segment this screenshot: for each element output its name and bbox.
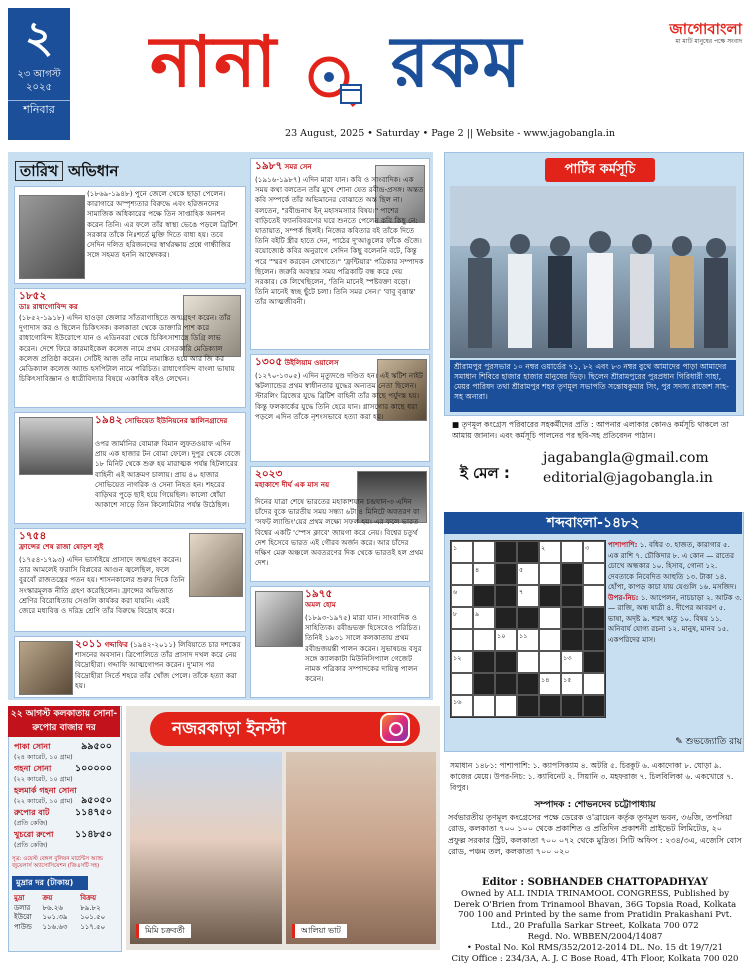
crossword-cell: ১ (451, 541, 473, 563)
square-bullet-icon: ■ (452, 420, 462, 429)
logo-tagline: মা মাটি মানুষের পক্ষে সংবাদ (675, 38, 742, 45)
crossword-cell (473, 585, 495, 607)
crossword-cell: ১০ (495, 629, 517, 651)
crossword-cell (495, 695, 517, 717)
crowd-illustration (450, 186, 736, 358)
crossword-cell (495, 651, 517, 673)
crossword-cell (583, 607, 605, 629)
crossword-cell (451, 629, 473, 651)
crossword-cell (539, 585, 561, 607)
currency-buy: ১০১.৩৯ (42, 913, 68, 921)
party-notice-text: তৃণমূল কংগ্রেস পরিবারের সহকর্মীদের প্রতি : আপনার এলাকার কোনও কর্মসূচি থাকলে তা আমায় জানান। এবং কর্মসূচি পালনের পর ছবি-সহ প্রতিবেদন পাঠান। (452, 420, 729, 440)
crossword-cell (561, 585, 583, 607)
gold-item-sub: (প্রতি কেজি) (14, 841, 48, 849)
crossword-cell (451, 673, 473, 695)
louis-photo (189, 533, 243, 597)
crossword-cell: ৬ (451, 585, 473, 607)
currency-name: ডলার (14, 903, 31, 912)
currency-col: ক্রয় (42, 894, 53, 902)
crossword-cell (473, 695, 495, 717)
crossword-cell (517, 673, 539, 695)
down-clues: ১. আপেলন, নাচচাড়া ২. আটক ৩. — রাজি, অন্ধ যাত্রী ৪. দীপের আবরণ ৫. ভাষা, অদৃষ্ট ৯. শরৎ ঋতু ১০. বিষয় ১১. অনিবার্য যোগ্য রচনা ১২. মানুষ, মানব ১৫. একপরিদের মাস। (608, 592, 742, 644)
editorial-text-bn: সর্বভারতীয় তৃণমূল কংগ্রেসের পক্ষে ডেরেক ও'ব্রায়েন কর্তৃক তৃণমূল ভবন, ৩৬জি, তপসিয়া রোড, কলকাতা ৭০০ ১০০ থেকে প্রকাশিত ও প্রতিদিন প্রকাশনী প্রাইভেট লিমিটেড, ২০ প্রফুল্ল সরকার স্ট্রিট, কলকাতা ৭০০ ০৭২ থেকে মুদ্রিত। সিটি অফিস : ২৩৪/৩এ, এজেসি বোস রোড, পঞ্চম তল, কলকাতা ৭০০ ০২০ (448, 812, 742, 856)
currency-sell: ১১৭.৫০ (80, 922, 106, 931)
crossword-cell: ১৬ (451, 695, 473, 717)
crossword-cell (473, 651, 495, 673)
gold-item-name: গহনা সোনা (14, 764, 52, 773)
gold-item-value: ৯৯৫০০ (81, 741, 112, 752)
crossword-cell: ৭ (517, 585, 539, 607)
crossword-solution: সমাধান ১৪৮১: পাশাপাশি: ১. ক্যাপসিক্যাম ৪. অটরি ৫. চিরকুট ৬. একাদোকা ৮. ঘোড়া ৯. কাজের মেয়ে। উপর-নিচ: ১. ক্যাবিনেট ২. সিয়ানি ৩. মহফরাজ ৭. চিলবিলিকা ৬. একখোরে ৭. বিপুর। (450, 761, 734, 792)
crossword-grid (450, 540, 606, 718)
jagobangla-logo (628, 20, 742, 52)
gandhi-photo (19, 195, 85, 279)
imprint-box (448, 878, 742, 964)
entry-year: ১৯৪২ (95, 414, 123, 426)
insta-photo-1 (130, 752, 282, 944)
entry-year: ১৭৫৪ (19, 530, 47, 542)
crossword-cell (561, 541, 583, 563)
entry-card (250, 466, 430, 582)
page-title (150, 12, 620, 112)
entry-card (14, 186, 246, 284)
gold-item-value: ১১৪৭৫০ (74, 807, 112, 818)
entry-name: সোভিয়েত ইউনিয়নের স্তালিনগ্রাদের (124, 416, 228, 425)
title-part-2: রকম (390, 21, 524, 103)
crossword-cell: ১৪ (539, 673, 561, 695)
logo-text: জাগোবাংলা (669, 20, 742, 38)
crossword-clues (608, 540, 742, 645)
entry-name: অমল হোম (305, 600, 336, 610)
crossword-cell (517, 695, 539, 717)
gold-item-name: রুপোর বাট (14, 808, 50, 817)
gold-item (14, 786, 116, 806)
entry-text: (১৯৪২-২০১১) লিবিয়াতে চার দশকের শাসনের অবসান। ত্রিপোলিতে তাঁর প্রাসাদ দখল করে নেয় বিদ্রোহীরা। গদ্দাফি আত্মগোপন করেন। দু'মাস পর বিদ্রোহীরা সির্তে শহরে তাঁর খোঁজ পেলে। তাঁকে হত্যা করা হয়। (75, 640, 241, 690)
abhidhan-heading (15, 158, 133, 184)
instagram-icon (380, 713, 410, 743)
crossword-cell: ৯ (473, 607, 495, 629)
crossword-cell: ২ (539, 541, 561, 563)
crossword-cell (561, 695, 583, 717)
gold-item (14, 808, 116, 828)
currency-table (12, 894, 116, 932)
currency-header-row (12, 894, 116, 904)
currency-buy: ১১৬.৬৩ (42, 922, 68, 931)
crossword-cell (561, 607, 583, 629)
gold-item-sub: (প্রতি কেজি) (14, 819, 48, 827)
crossword-cell (495, 563, 517, 585)
abhidhan-heading-b: অভিধান (68, 162, 119, 180)
crossword-cell (517, 541, 539, 563)
gold-source-note: সূত্র: ওয়েস্ট বেঙ্গল বুলিয়ন মার্চেন্টস অ্যান্ড জুয়েলার্স অ্যাসোসিয়েশন (জিএসটি সহ) (12, 856, 104, 869)
entry-text: (১৮৯৩-১৯৭৫) মারা যান। সাংবাদিক ও সাহিত্যিক। রবীন্দ্রভক্ত হিসেবেও পরিচিত। তিনিই ১৯৩১ সালে কলকাতায় প্রথম রবীন্দ্রজয়ন্তী পালন করেন। সুভাষচন্দ্র বসুর সঙ্গে ক্যালকাটা মিউনিসিপ্যাল গেজেট নামক পত্রিকার সম্পাদকের দায়িত্ব পালন করেন। (305, 613, 422, 684)
crossword-cell (473, 629, 495, 651)
magnifier-calendar-icon (305, 37, 365, 97)
entry-year: ১৯৭৫ (305, 588, 333, 600)
crossword-cell: ১৫ (561, 673, 583, 695)
entry-text: (১৭৫৪-১৭৯৩) এদিন ভার্সাইয়ে প্রাসাদে জন্মগ্রহণ করেন। তার আমলেই ফরাসি বিপ্লবের আগুন জ্বলেছিল, ফলে বুরবোঁ রাজতন্ত্রের পতন হয়। শাসনকালের শুরুর দিকে তিনি সংস্কারমূলক নীতি গ্রহণ করেছিলেন। ফ্রান্সের অভিজাত শ্রেণির বিরোধিতায় সেগুলি কার্যকর করা যায়নি। এরই জেরে মধ্যবিত্ত ও দরিদ্র শ্রেণি তাঁর বিরুদ্ধে বিদ্রোহ করে। (19, 555, 185, 616)
crossword-cell (539, 629, 561, 651)
crossword-cell (495, 541, 517, 563)
entry-name: গদ্দাফির (104, 640, 128, 649)
email-link[interactable]: jagabangla@gmail.com (543, 450, 709, 466)
title-part-1: নানা (150, 21, 279, 103)
table-row (12, 923, 116, 933)
gold-item (14, 764, 116, 784)
page-number-box (8, 8, 70, 140)
email-label: ই মেল : (460, 464, 510, 482)
entry-card (250, 586, 430, 698)
gold-item (14, 830, 116, 850)
currency-name: পাউন্ড (14, 922, 32, 931)
crossword-cell (495, 607, 517, 629)
email-list (543, 448, 713, 488)
currency-sell: ১০১.৫০ (80, 913, 106, 921)
entry-name: উইলিয়াম ওয়ালেস (284, 358, 339, 367)
entry-card (14, 288, 246, 408)
page-number: ২ (24, 12, 54, 63)
gold-item-name: খুচরো রুপো (14, 830, 54, 839)
gold-item (14, 742, 116, 762)
entry-card (14, 412, 246, 524)
issue-date: ২৩ আগস্ট ২০২৫ (17, 69, 61, 93)
entry-card (14, 636, 246, 698)
currency-buy: ৮৬.২৬ (42, 903, 63, 912)
across-heading: পাশাপাশি: (608, 540, 638, 549)
entry-text: ওপর জার্মানির বোমারু বিমান লুফতওয়াফ এদিন প্রায় এক হাজার টন বোমা ফেলে। দুপুর থেকে বেজে ১৮ মিনিট থেকে শুরু হয় মারাত্মক পর্যন্ত হিটলারের বাহিনী এই আক্রমণ চালায়। প্রায় ৪০ হাজার সোভিয়েত নাগরিক ও সেনা নিহত হন। শহরের বাড়িঘর পুড়ে ছাই হয়ে গিয়েছিল। কালো ধোঁয়া আকাশে সাড়ে তিন কিলোমিটার পর্যন্ত উঠেছিল। (95, 439, 241, 510)
crossword-cell (583, 673, 605, 695)
crossword-cell (451, 563, 473, 585)
crossword-cell (583, 695, 605, 717)
currency-col: বিক্রয় (80, 894, 97, 902)
crossword-cell: ১৩ (561, 651, 583, 673)
gold-item-value: ৯৫০৫০ (81, 795, 112, 806)
crossword-cell (539, 651, 561, 673)
gold-item-sub: (২২ ক্যারেট, ১০ গ্রাম) (14, 775, 73, 783)
gold-rate-heading: ২২ আগস্ট কলকাতায় সোনা-রুপোর বাজার দর (8, 706, 120, 737)
postal-no: • Postal No. Kol RMS/352/2012-2014 DL. No. 15 dt 19/7/21 (466, 942, 724, 953)
gold-item-sub: (২৪ ক্যারেট, ১০ গ্রাম) (14, 753, 73, 761)
gold-item-sub: (২২ ক্যারেট, ১০ গ্রাম) (14, 797, 73, 805)
crossword-cell (583, 585, 605, 607)
currency-col: মুদ্রা (14, 894, 25, 902)
dateline: 23 August, 2025 • Saturday • Page 2 || Website - www.jagobangla.in (285, 128, 615, 139)
gold-item-value: ১০০০০০ (74, 763, 112, 774)
insta-heading: নজরকাড়া ইনস্টা (150, 712, 420, 746)
crossword-cell (561, 563, 583, 585)
crossword-cell (473, 541, 495, 563)
entry-text: (১৮৬৯-১৯৪৮) পুনে জেলে থেকে ছাড়া পেলেন। কারাগারে অস্পৃশ্যতার বিরুদ্ধে এবং হরিজনদের সামাজিক অধিকারের পক্ষে তিন সাপ্তাহিক অনশন করেন তিনি। এর ফলে তাঁর স্বাস্থ্য ভেঙে পড়লে ব্রিটিশ সরকার তাঁকে নিঃশর্তে মুক্তি দিতে বাধ্য হয়। তবে সেদিন দলিত হরিজনদের স্বার্থরক্ষায় প্রশ্নে গান্ধীজির সঙ্গে সহমত হননি আম্বেদকর। (87, 189, 238, 260)
crossword-cell (583, 563, 605, 585)
insta-photo-2 (286, 752, 436, 944)
email-link[interactable]: editorial@jagobangla.in (543, 470, 713, 486)
gold-item-name: পাকা সোনা (14, 742, 51, 751)
crossword-cell (583, 651, 605, 673)
entry-card (250, 158, 430, 350)
crossword-cell (561, 629, 583, 651)
crossword-cell (495, 585, 517, 607)
crossword-cell (539, 607, 561, 629)
currency-heading: মুদ্রার দর (টাকায়) (12, 876, 88, 890)
issue-day: শনিবার (8, 100, 70, 119)
party-event-photo (450, 186, 736, 358)
regd-no: Regd. No. WBBEN/2004/14087 (527, 931, 663, 942)
imprint-en: Owned by ALL INDIA TRINAMOOL CONGRESS, Published by Derek O'Brien from Trinamool Bhavan, 36G Topsia Road, Kolkata 700 100 and Printed by the same from Pratidin Prakashani Pvt. Ltd., 20 Prafulla Sarkar Street, Kolkata 700 072 (453, 888, 737, 932)
entry-year: ১৩০৫ (255, 356, 283, 368)
pencil-icon: ✎ (675, 737, 686, 747)
crossword-author-name: শুভজ্যোতি রায় (685, 737, 742, 747)
insta-caption-1: মিমি চক্রবর্তী (136, 924, 191, 938)
entry-card (14, 528, 246, 632)
entry-name: মহাকাশে দীর্ঘ এক মাস নয় (255, 480, 330, 490)
crossword-cell (473, 673, 495, 695)
gaddafi-photo (19, 641, 73, 695)
editor-heading-bn: সম্পাদক : শোভনদেব চট্টোপাধ্যায় (534, 800, 656, 810)
crossword-cell: ৪ (473, 563, 495, 585)
crossword-cell: ১২ (451, 651, 473, 673)
currency-sell: ৮৯.৮২ (80, 903, 101, 912)
amal-home-photo (255, 591, 303, 647)
entry-year: ১৯৮৭ (255, 160, 283, 172)
gold-item-value: ১১৪৮৫০ (75, 829, 112, 840)
crossword-cell: ৮ (451, 607, 473, 629)
entry-text: (১৮৫২-১৯১৮) এদিন হাওড়া জেলার সাঁতরাগাছিতে জন্মগ্রহণ করেন। তাঁর দুগাদাস কর ও ছিলেন চিকিৎসক। কলকাতা থেকে ডাক্তারি পাশ করে রাধাগোবিন্দ ইউরোপে যান ও এডিনবরা থেকে চিকিৎসাশাস্ত্রে ডিগ্রি লাভ করেন। দেশে ফিরে কারমাইকেল কলেজ নামে প্রথম বেসরকারি মেডিক্যাল কলেজ প্রতিষ্ঠা করেন। সেটিই আজ তাঁর নামে নামাঙ্কিত হয়ে আর জি কর মেডিক্যাল কলেজ অ্যান্ড হসপিটাল নামে পরিচিত। রাধাগোবিন্দ বাংলা ভাষায় চিকিৎসাবিজ্ঞান ও ধাত্রীবিদ্যার বিষয়ে একাধিক বইও লেখেন। (19, 313, 235, 384)
entry-text: (১২৭০-১৩০৫) এদিন মৃত্যুদণ্ডে দণ্ডিত হন। এই স্কটিশ নাইট স্কটল্যান্ডের প্রথম স্বাধীনতার যুদ্ধের অন্যতম নেতা ছিলেন। স্টারলিং ব্রিজের যুদ্ধে ব্রিটিশ বাহিনী তাঁর কাছে পর্যুদস্ত হয়। কিন্তু ফলকার্কের যুদ্ধে তিনি হেরে যান। গ্লাসগোর কাছে ধরা পড়লে এদিন তাঁকে নৃশংসভাবে হত্যা করা হয়। (255, 371, 423, 421)
crossword-cell (517, 651, 539, 673)
insta-caption-2: আলিয়া ভাট (292, 924, 347, 938)
table-row (12, 913, 116, 923)
entry-year: ২০১১ (75, 639, 103, 650)
entry-name: ডাঃ রাধাগোবিন্দ কর (19, 302, 78, 312)
crossword-cell (495, 673, 517, 695)
crossword-heading: শব্দবাংলা-১৪৮২ (444, 512, 742, 534)
crossword-cell (517, 607, 539, 629)
party-heading: পার্টির কর্মসূচি (545, 158, 655, 182)
crossword-cell (539, 563, 561, 585)
editorial-box (448, 800, 742, 858)
down-heading: উপর-নিচ: (608, 592, 639, 602)
party-notice (452, 420, 740, 441)
stalingrad-photo (19, 417, 93, 475)
entry-card (250, 354, 430, 462)
editor-en: Editor : SOBHANDEB CHATTOPADHYAY (481, 877, 708, 888)
crossword-author (622, 734, 742, 749)
entry-name: ফ্রান্সের শেষ রাজা ষোড়শ লুই (19, 542, 104, 552)
city-office: City Office : 234/3A, A. J. C Bose Road, 4Th Floor, Kolkata 700 020 (451, 953, 739, 964)
table-row (12, 904, 116, 914)
across-clues: ১. বধির ৩. হাজত, কারাগার ৫. এক রাশি ৭. চৌকিদার ৮. এ কোন — রাতের চোখে অন্ধকার ১০. হিসাব, গোনা ১২. দেবতাকে নিবেদিত আহুতি ১৩. টাকা ১৪. হোঁপা, কাপড় কাচা যায় যেগুলি ১৬. মসজিদ। (608, 540, 737, 591)
currency-name: ইউরো (14, 913, 32, 921)
crossword-cell: ৩ (583, 541, 605, 563)
gold-item-name: হলমার্ক গহনা সোনা (14, 786, 77, 795)
crossword-cell (583, 629, 605, 651)
crossword-cell: ৫ (517, 563, 539, 585)
abhidhan-heading-a: তারিখ (15, 161, 63, 181)
entry-text: (১৯১৬-১৯৮৭) এদিন মারা যান। কবি ও সাংবাদিক। এক সময় কথা বলতেন তাঁর মুখে শোনা যেত রবীন্দ্র-প্রসঙ্গ। অন্তত কবি সম্পর্কে তাঁর অভিমানের বোঝাতে অস্ত ছিল না। বলতেন, "রবীন্দ্রনাথ ইন্‌ মহাসমস্যার বিষয়।" পাশের বাড়িতেই ফ্যানবিবরণের ঘরে শুনতে পেলেন কবি কিছু নে: যাতায়াত, সম্পর্ক ছিলই। নিজের কবিতার বই তাঁকে দিতে তিনি বইটি স্ত্রীর হাতে দেন, পাঠের দু'আঙুলের ফাঁকে গুঁজে। বয়োজ্যেষ্ঠ কবির অনুরাগে সেদিন কিছু বলেননি বটে, কিন্তু পরে "স্মরণ করবেন লেখাতে।" 'ফ্রন্টিয়ার' পত্রিকার সম্পাদক ছিলেন। জরুরি অবস্থার সময় পত্রিকাটি বন্ধ করে দেয় সরকার। কে লিখেছিলেন, 'তিনি মানেই স্পষ্টবক্তা বড়ো। তিনি মানেই স্বচ্ছ ছুঁটে চলা। তিনি সমর সেন।' 'বাবু বৃত্তান্ত' তাঁর আত্মজীবনী। (255, 175, 424, 307)
party-caption: শ্রীরামপুর পুরসভার ১০ নম্বর ওয়ার্ডের ৭১, ৮২ এবং ৮৩ নম্বর বুথে আমাদের পাড়া আমাদের সমাধান শিবিরে হাজার হাজার মানুষের ভিড়। ছিলেন শ্রীরামপুরের পুরপ্রধান গিরিধারী সাহা, মেয়র পারিষদ তথা শ্রীরামপুর শহর তৃণমূল সভাপতি সন্তোষকুমার সিং, পুর সদস্য রাজেশ সাহ-সহ অন্যরা। (450, 360, 736, 412)
entry-year: ১৮৫২ (19, 290, 47, 302)
entry-year: ২০২৩ (255, 468, 283, 480)
entry-name: সমর সেন (284, 162, 312, 171)
crossword-cell: ১১ (517, 629, 539, 651)
entry-text: দিনের যাত্রা শেষে ভারতের মহাকাশযান চন্দ্রযান-৩ এদিন চাঁদের বুকে ভারতীয় সময় সন্ধ্যা ৬টা ৪ মিনিটে অবতরণ বা 'সফট ল্যান্ডিং'য়ের প্রথম লক্ষ্যে সফল হয়। এর ফলে ভারত বিশ্বের একটি 'স্পেস ক্লাবে' জায়গা করে নেয়। বিশ্বের চতুর্থ দেশ হিসেবে ভারত এই গৌরব অর্জন করে। আর চাঁদের দক্ষিণ মেরু অঞ্চলে অবতরণের দিক থেকে ভারতই হল প্রথম দেশ। (255, 497, 424, 568)
crossword-cell (539, 695, 561, 717)
